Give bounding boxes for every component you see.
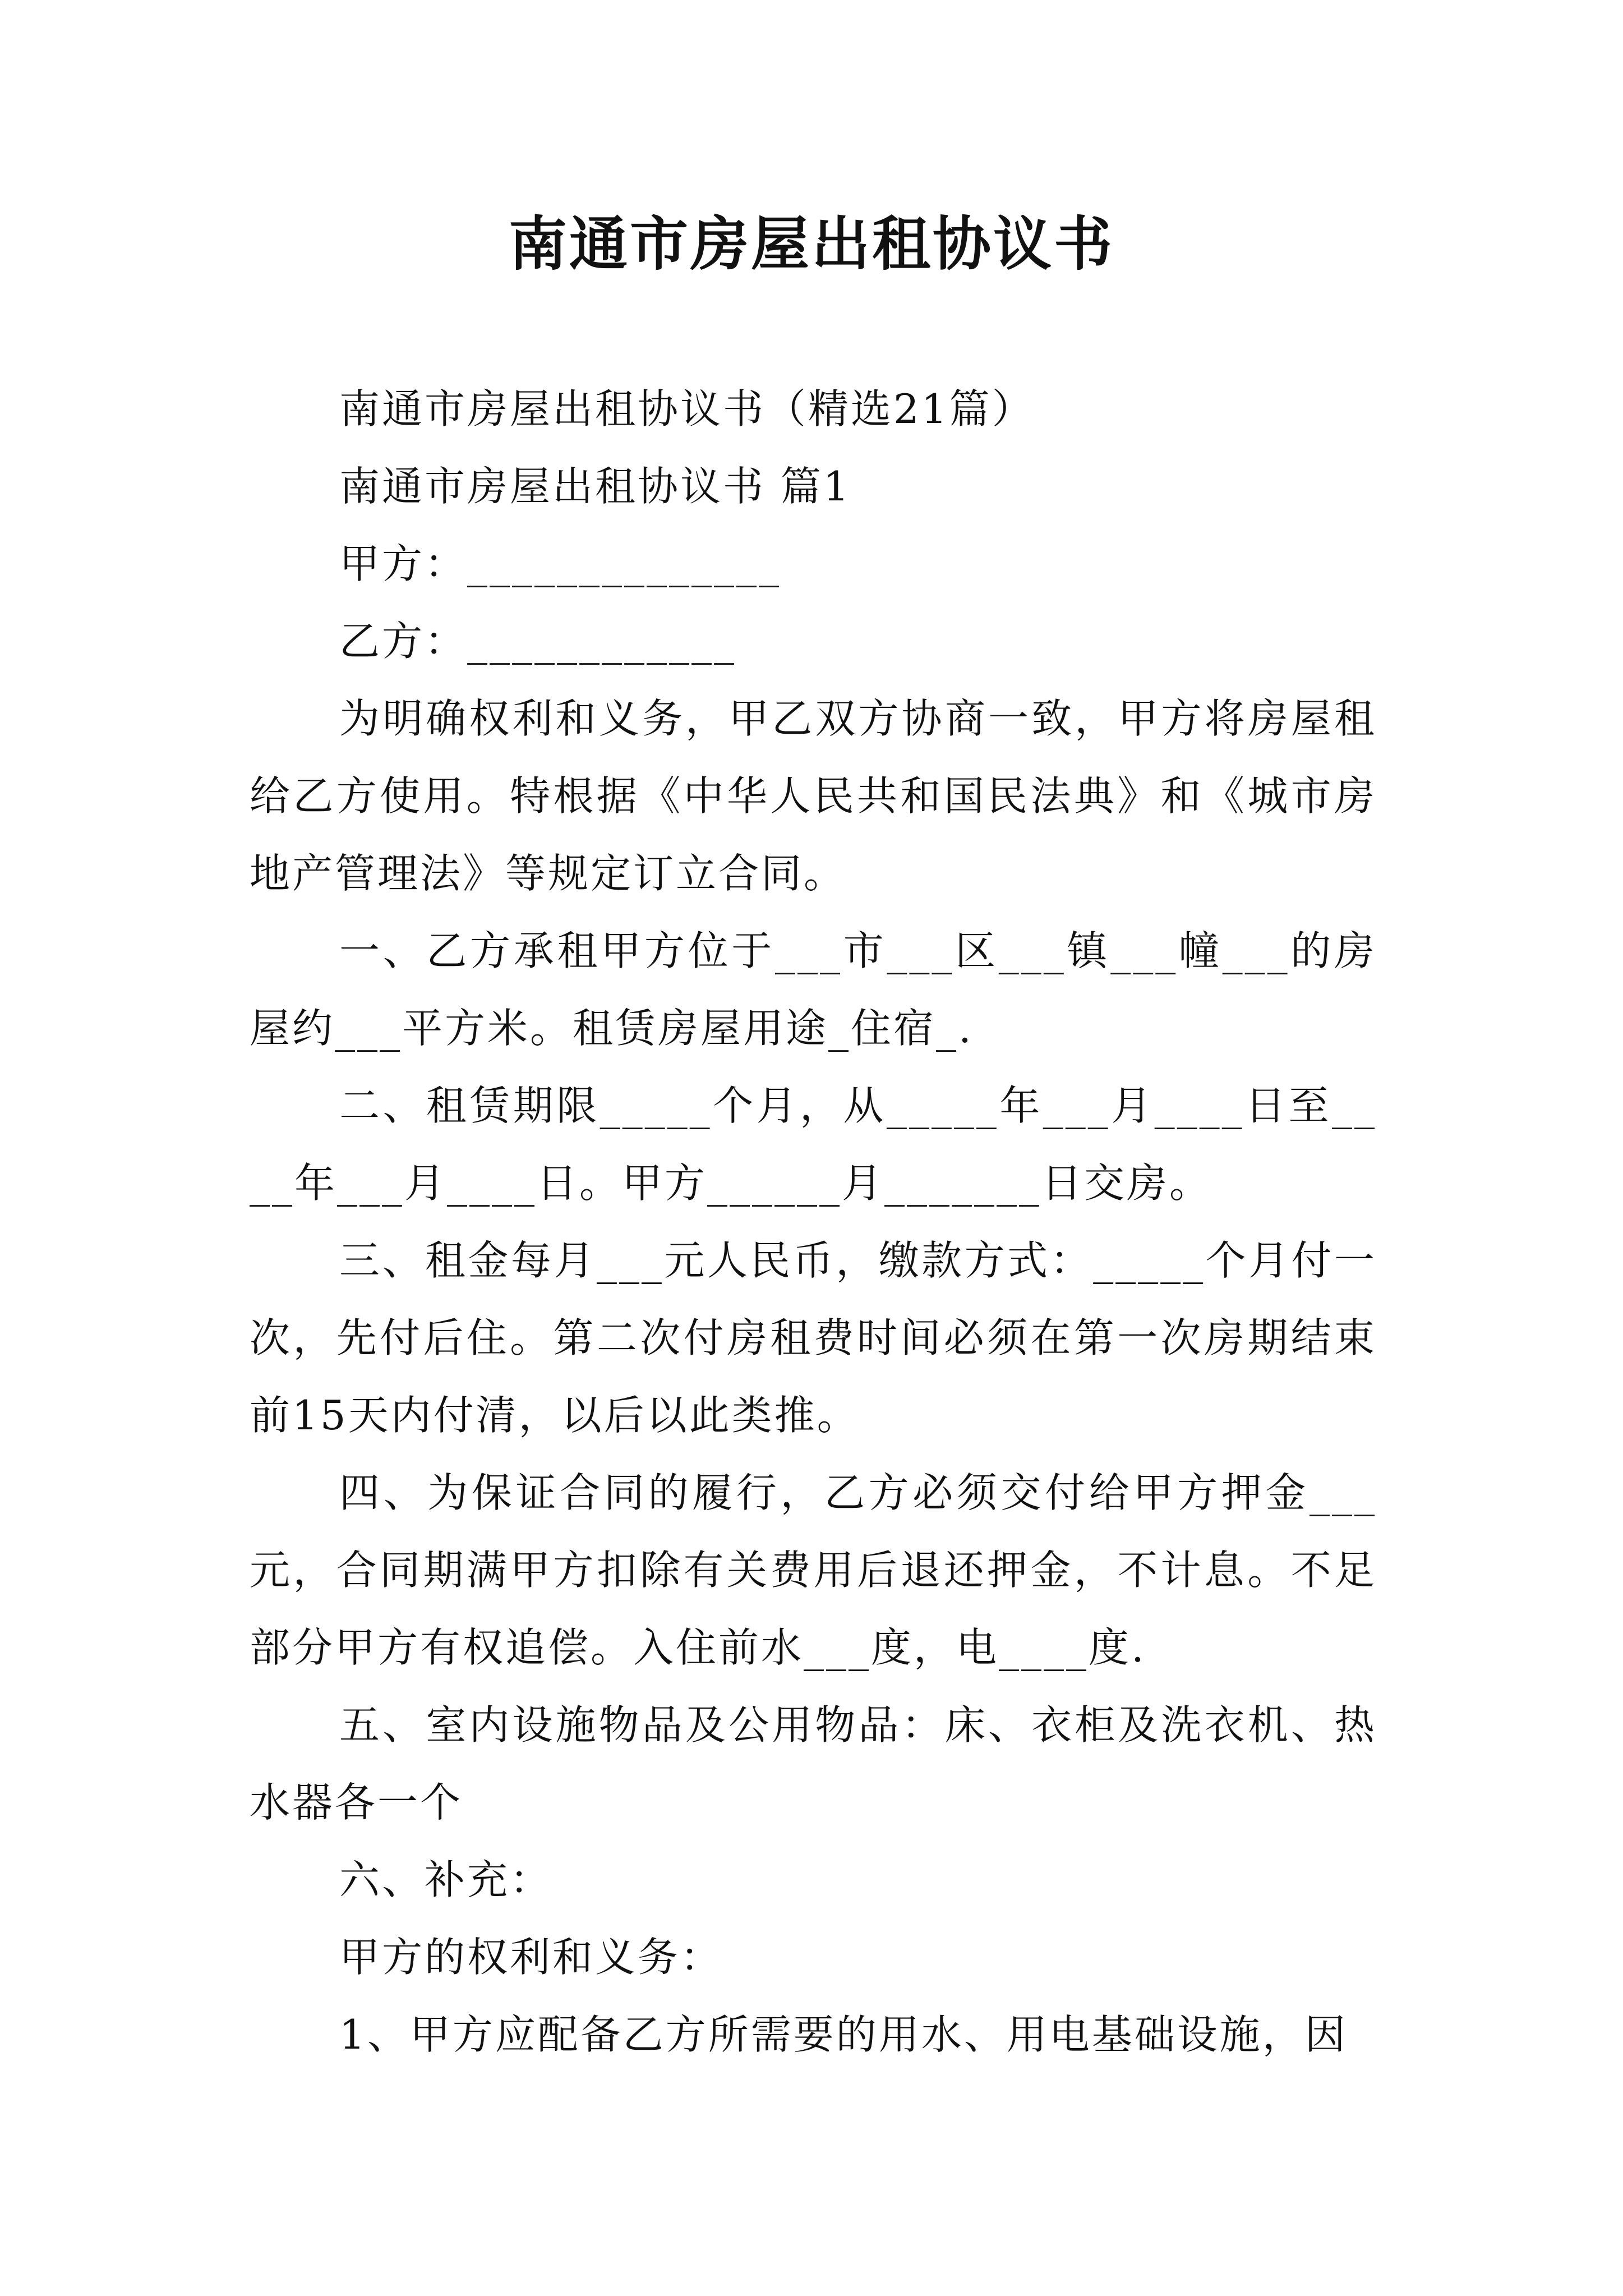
paragraph-party-a-rights-heading: 甲方的权利和义务： [339, 1934, 723, 1981]
document-body [250, 370, 1377, 2073]
paragraph-clause-3: 三、租金每月___元人民币，缴款方式：_____个月付一次，先付后住。第二次付房租费时间必须在第一次房期结束前15天内付清，以后以此类推。 [250, 1237, 1377, 1439]
paragraph-clause-2: 二、租赁期限_____个月，从_____年___月____日至____年___月____日。甲方______月_______日交房。 [250, 1082, 1377, 1207]
document-title: 南通市房屋出租协议书 [508, 209, 1114, 278]
paragraph-clause-4: 四、为保证合同的履行，乙方必须交付给甲方押金___元，合同期满甲方扣除有关费用后退还押金，不计息。不足部分甲方有权追偿。入住前水___度，电____度. [250, 1469, 1377, 1671]
paragraph-section-heading: 南通市房屋出租协议书 篇1 [339, 463, 851, 510]
paragraph-preamble: 为明确权利和义务，甲乙双方协商一致，甲方将房屋租给乙方使用。特根据《中华人民共和国民法典》和《城市房地产管理法》等规定订立合同。 [250, 695, 1377, 897]
paragraph-party-a: 甲方：______________ [339, 540, 782, 587]
paragraph-clause-6: 六、补充： [339, 1856, 553, 1903]
paragraph-collection-heading: 南通市房屋出租协议书（精选21篇） [339, 385, 1035, 432]
paragraph-clause-5: 五、室内设施物品及公用物品：床、衣柜及洗衣机、热水器各一个 [250, 1701, 1377, 1826]
paragraph-party-a-rights-item-1: 1、甲方应配备乙方所需要的用水、用电基础设施，因 [339, 2011, 1348, 2058]
paragraph-party-b: 乙方：____________ [339, 618, 737, 665]
paragraph-clause-1: 一、乙方承租甲方位于___市___区___镇___幢___的房屋约___平方米。租赁房屋用途_住宿_. [250, 927, 1377, 1052]
